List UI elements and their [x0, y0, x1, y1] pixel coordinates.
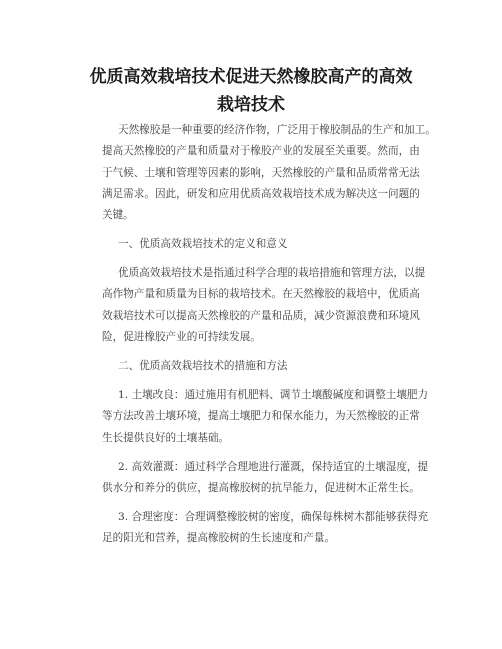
intro-line-1: 天然橡胶是一种重要的经济作物，广泛用于橡胶制品的生产和加工。	[118, 124, 436, 136]
item-1-line-1: 1. 土壤改良：通过施用有机肥料、调节土壤酸碱度和调整土壤肥力	[118, 389, 429, 401]
intro-line-3: 于气候、土壤和管理等因素的影响，天然橡胶的产量和品质常常无法	[102, 167, 420, 179]
section-2-heading: 二、优质高效栽培技术的措施和方法	[118, 360, 288, 372]
item-1-line-2: 等方法改善土壤环境，提高土壤肥力和保水能力，为天然橡胶的正常	[102, 410, 420, 422]
intro-line-4: 满足需求。因此，研发和应用优质高效栽培技术成为解决这一问题的	[102, 188, 420, 200]
section-1-heading: 一、优质高效栽培技术的定义和意义	[118, 238, 288, 250]
document-title-line-2: 栽培技术	[217, 95, 285, 115]
document-title-line-1: 优质高效栽培技术促进天然橡胶高产的高效	[89, 67, 413, 87]
item-2-line-2: 供水分和养分的供应，提高橡胶树的抗旱能力，促进树木正常生长。	[102, 482, 420, 494]
section-1-line-3: 效栽培技术可以提高天然橡胶的产量和品质，减少资源浪费和环境风	[102, 310, 420, 322]
section-1-line-2: 高作物产量和质量为目标的栽培技术。在天然橡胶的栽培中，优质高	[102, 288, 420, 300]
item-3-line-1: 3. 合理密度：合理调整橡胶树的密度，确保每株树木都能够获得充	[118, 511, 429, 523]
item-3-line-2: 足的阳光和营养，提高橡胶树的生长速度和产量。	[102, 532, 336, 544]
section-1-line-4: 险，促进橡胶产业的可持续发展。	[102, 331, 261, 343]
item-1-line-3: 生长提供良好的土壤基础。	[102, 432, 230, 444]
intro-line-2: 提高天然橡胶的产量和质量对于橡胶产业的发展至关重要。然而，由	[102, 145, 420, 157]
intro-line-5: 关键。	[102, 209, 134, 221]
section-1-line-1: 优质高效栽培技术是指通过科学合理的栽培措施和管理方法，以提	[118, 267, 426, 279]
item-2-line-1: 2. 高效灌溉：通过科学合理地进行灌溉，保持适宜的土壤湿度，提	[118, 461, 429, 473]
